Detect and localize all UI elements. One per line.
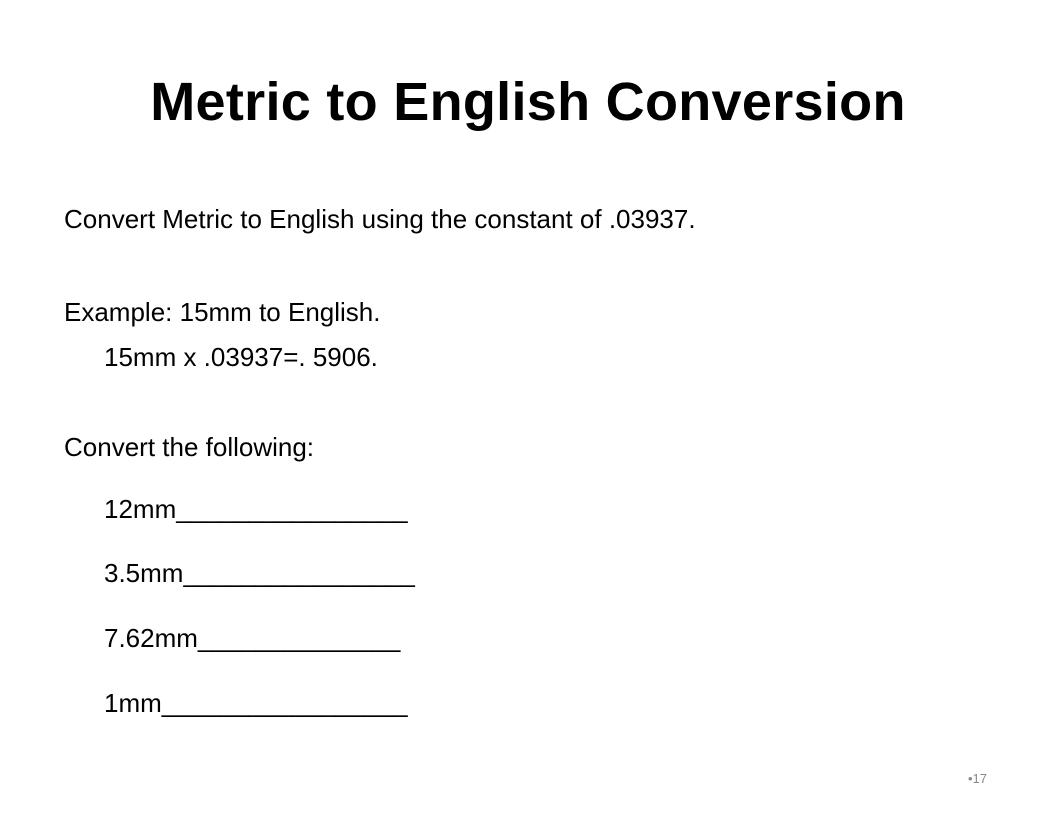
exercise-item-3-5mm: 3.5mm________________ <box>104 558 415 588</box>
example-heading: Example: 15mm to English. <box>64 297 381 327</box>
page-number: •17 <box>968 771 988 786</box>
exercise-item-7-62mm: 7.62mm______________ <box>104 623 401 653</box>
slide-title: Metric to English Conversion <box>150 72 906 132</box>
exercise-item-1mm: 1mm_________________ <box>104 688 408 718</box>
exercise-heading: Convert the following: <box>64 432 315 462</box>
exercise-item-12mm: 12mm________________ <box>104 494 408 524</box>
intro-text: Convert Metric to English using the constant of .03937. <box>64 204 696 234</box>
example-calculation: 15mm x .03937=. 5906. <box>104 342 378 372</box>
